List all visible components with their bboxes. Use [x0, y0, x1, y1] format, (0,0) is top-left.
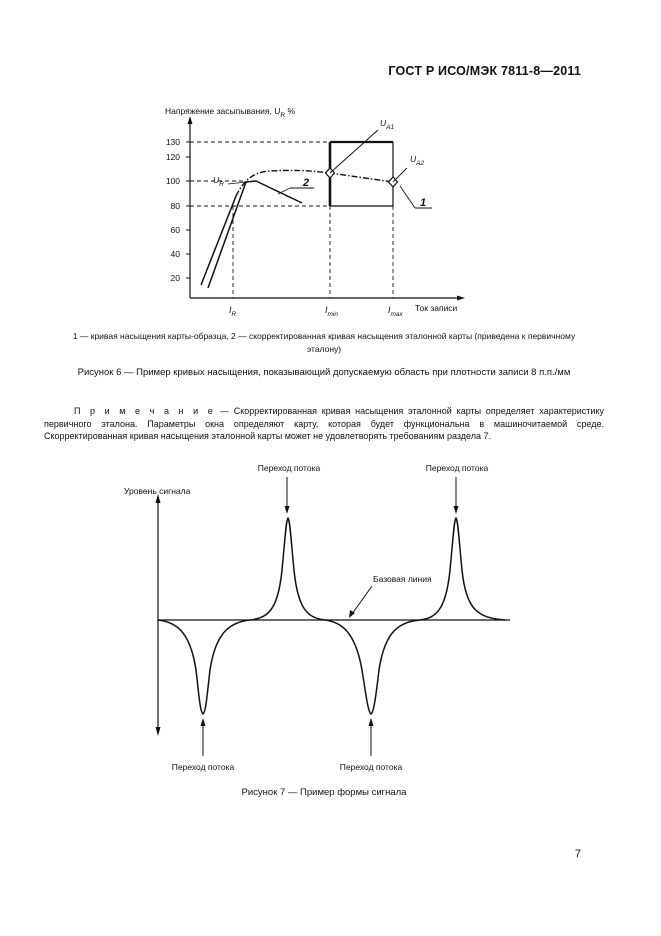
figure-7-caption: Рисунок 7 — Пример формы сигнала [241, 787, 407, 798]
y-tick-label: 20 [170, 273, 180, 283]
flux-arrowhead-bottom-1 [201, 718, 206, 726]
flux-label-bottom-2: Переход потока [339, 762, 403, 772]
note-text: — Скорректированная кривая насыщения эталонной карты определяет характеристику первичного эталона. Параметры окна определяют карту, которая будет функциональна в машиночитаемой среде. Скорректированная кривая насыщения эталонной карты может не удовлетворять требованиям раздела 7. [44, 406, 604, 441]
baseline-leader [352, 586, 372, 614]
y-axis-arrow [188, 116, 193, 124]
signal-axis-arrow-down [156, 727, 161, 736]
baseline-label: Базовая линия [373, 574, 432, 584]
y-axis-title: Напряжение засыпывания, $U_R$ % [165, 106, 296, 119]
flux-arrowhead-top-1 [285, 506, 290, 514]
x-tick-imax: $I_{max}$ [388, 305, 403, 318]
x-axis-arrow [457, 296, 465, 301]
y-tick-label: 80 [170, 201, 180, 211]
note-label: П р и м е ч а н и е [74, 406, 216, 416]
curve-1-lower [201, 196, 236, 285]
legend-line-1: 1 — кривая насыщения карты-образца, 2 — скорректированная кривая насыщения эталонной карты (приведена к первичному [72, 331, 576, 341]
y-tick-label: 40 [170, 249, 180, 259]
y-tick-label: 130 [165, 137, 180, 147]
page-number: 7 [574, 848, 581, 860]
y-tick-label: 100 [165, 176, 180, 186]
x-tick-ir: $I_R$ [229, 305, 237, 318]
flux-arrowhead-bottom-2 [369, 718, 374, 726]
flux-label-top-2: Переход потока [425, 463, 489, 473]
figure-6-caption: Рисунок 6 — Пример кривых насыщения, показывающий допускаемую область при плотности записи 8 п.п./мм [77, 367, 571, 378]
figure-7-signal-diagram [0, 450, 661, 780]
flux-label-top-1: Переход потока [257, 463, 321, 473]
curve-label-1: 1 [420, 197, 427, 209]
label-ur: $U_R$ [213, 175, 224, 188]
figure-6-legend [44, 330, 604, 356]
x-tick-imin: $I_{min}$ [325, 305, 338, 318]
ua2-leader [393, 168, 407, 182]
signal-waveform [158, 518, 505, 714]
guide-lines [190, 142, 393, 298]
curve-2 [208, 181, 302, 288]
signal-axis-title: Уровень сигнала [124, 486, 191, 496]
note-paragraph [44, 405, 604, 443]
curve-label-2: 2 [303, 177, 310, 189]
document-header: ГОСТ Р ИСО/МЭК 7811-8—2011 [388, 64, 581, 78]
x-axis-title: Ток записи [415, 303, 458, 313]
legend-line-2: эталону) [306, 344, 342, 354]
curve-label-1-leader [400, 186, 415, 208]
flux-arrowhead-top-2 [454, 506, 459, 514]
figure-6-saturation-chart [0, 0, 661, 330]
flux-label-bottom-1: Переход потока [171, 762, 235, 772]
curve-label-2-leader [278, 188, 290, 194]
label-ua1: $U_{A1}$ [380, 118, 395, 131]
y-tick-label: 120 [165, 152, 180, 162]
y-tick-label: 60 [170, 225, 180, 235]
ua1-leader [330, 130, 378, 173]
label-ua2: $U_{A2}$ [410, 154, 425, 167]
